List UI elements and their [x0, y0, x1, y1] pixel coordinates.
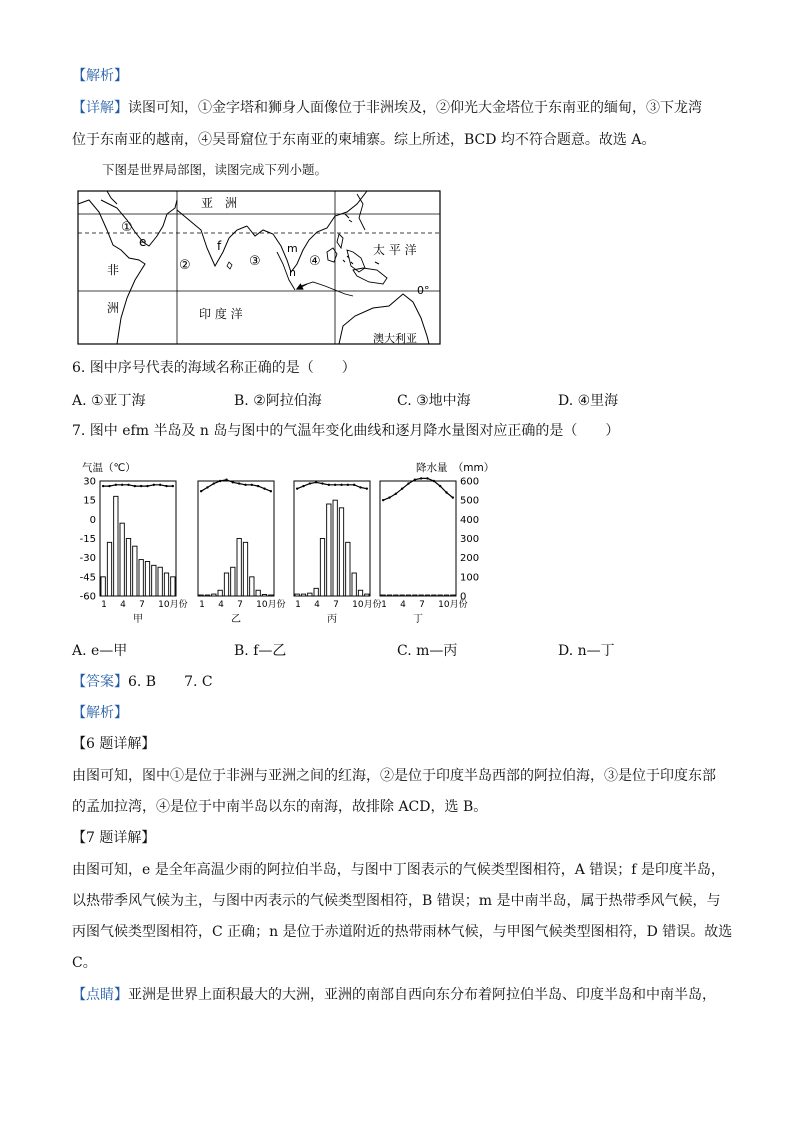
precip-bar: [218, 590, 222, 596]
answer-tag: 【答案】: [72, 674, 128, 690]
precip-bar: [358, 590, 362, 596]
precip-bar: [243, 542, 247, 596]
precip-bar: [256, 590, 260, 596]
month-tick-label: 4: [218, 600, 224, 610]
temp-point: [395, 493, 397, 495]
temp-point: [407, 482, 409, 484]
month-tick-label: 1: [199, 600, 205, 610]
precip-bar: [381, 595, 385, 596]
precip-bar: [365, 594, 369, 596]
temp-point: [108, 485, 110, 487]
map-letter-m: m: [287, 242, 298, 255]
precip-bar: [413, 595, 417, 596]
temp-tick-label: 0: [89, 514, 96, 526]
map-intro: 下图是世界局部图，读图完成下列小题。: [102, 162, 328, 177]
map-label-indian-ocean: 印 度 洋: [199, 307, 243, 321]
answer-line: [72, 672, 722, 692]
precip-bar: [224, 573, 228, 596]
q6-option-b[interactable]: B. ②阿拉伯海: [234, 393, 322, 409]
temp-point: [388, 496, 390, 498]
temp-point: [251, 484, 253, 486]
detail-tag: 【详解】: [72, 100, 128, 116]
map-num-4: ④: [309, 254, 321, 269]
temp-point: [165, 485, 167, 487]
temp-point: [263, 487, 265, 489]
precip-bar: [269, 595, 273, 596]
map-num-3: ③: [249, 254, 261, 269]
detail-line-2: 位于东南亚的越南，④吴哥窟位于东南亚的柬埔寨。综上所述，BCD 均不符合题意。故选 A。: [72, 132, 656, 148]
precip-bar: [145, 562, 149, 597]
temp-point: [328, 484, 330, 486]
precip-bar: [333, 500, 337, 596]
temp-point: [452, 496, 454, 498]
temp-point: [225, 479, 227, 481]
precip-bar: [444, 595, 448, 596]
temp-tick-label: 15: [83, 495, 96, 507]
precip-bar: [352, 573, 356, 596]
precip-bar: [126, 539, 130, 597]
q7-stem: 7. 图中 efm 半岛及 n 岛与图中的气温年变化曲线和逐月降水量图对应正确的是（ ）: [72, 423, 620, 439]
tip-tag: 【点睛】: [72, 987, 128, 1003]
climate-panel-name: 丙: [327, 614, 337, 625]
month-tick-label: 1: [381, 600, 387, 610]
temp-point: [359, 486, 361, 488]
map-label-africa-1: 非: [107, 263, 120, 277]
temp-point: [315, 481, 317, 483]
precip-bar: [295, 594, 299, 596]
precip-bar: [438, 595, 442, 596]
q6-stem: 6. 图中序号代表的海域名称正确的是（ ）: [72, 360, 356, 376]
precip-bar: [205, 595, 209, 596]
map-letter-e: e: [139, 235, 147, 249]
temp-line: [297, 482, 367, 488]
temp-point: [270, 490, 272, 492]
precip-tick-label: 600: [460, 476, 480, 488]
map-letter-n: n: [289, 266, 296, 279]
precip-tick-label: 200: [460, 553, 480, 565]
q6-detail-heading: 【6 题详解】: [72, 736, 156, 752]
month-tick-label: 7: [237, 600, 243, 610]
month-tick-label: 10月份: [158, 600, 188, 610]
q6-detail-line-2: 的孟加拉湾，④是位于中南半岛以东的南海，故排除 ACD，选 B。: [72, 799, 488, 815]
climate-panel-frame: [198, 481, 274, 596]
precip-tick-label: 300: [460, 534, 480, 545]
temp-point: [134, 485, 136, 487]
precip-bar: [339, 508, 343, 596]
month-tick-label: 1: [101, 600, 107, 610]
month-tick-label: 4: [120, 600, 126, 610]
precip-tick-label: 0: [460, 591, 467, 603]
q7-option-b[interactable]: B. f—乙: [234, 643, 287, 659]
climate-panel-name: 甲: [133, 614, 143, 625]
precip-bar: [212, 594, 216, 596]
q6-detail-line-1: 由图可知，图中①是位于非洲与亚洲之间的红海，②是位于印度半岛西部的阿拉伯海，③是位于印度东部: [72, 768, 716, 784]
precip-bar: [237, 539, 241, 597]
q7-detail-heading: 【7 题详解】: [72, 830, 156, 846]
precip-bar: [327, 504, 331, 596]
month-tick-label: 7: [333, 600, 339, 610]
map-num-2: ②: [179, 258, 191, 273]
temp-point: [401, 487, 403, 489]
precip-bar: [133, 546, 137, 596]
temp-point: [347, 484, 349, 486]
q7-detail-line-4: C。: [72, 955, 97, 971]
temp-point: [420, 477, 422, 479]
precip-bar: [158, 567, 162, 596]
temp-point: [445, 491, 447, 493]
detail-line-1: [72, 98, 722, 118]
precip-tick-label: 100: [460, 572, 480, 584]
temp-point: [382, 499, 384, 501]
precip-bar: [432, 595, 436, 596]
temp-point: [257, 485, 259, 487]
precip-bar: [262, 594, 266, 596]
precip-bar: [419, 595, 423, 596]
map-label-asia: 亚 洲: [201, 196, 238, 210]
precip-bar: [425, 595, 429, 596]
temp-tick-label: -45: [79, 572, 96, 584]
precip-bar: [101, 577, 105, 596]
temp-point: [140, 485, 142, 487]
temp-point: [439, 485, 441, 487]
precip-bar: [346, 542, 350, 596]
precip-bar: [301, 594, 305, 596]
temp-point: [426, 477, 428, 479]
temp-point: [159, 484, 161, 486]
temp-line: [383, 478, 453, 500]
temp-point: [334, 484, 336, 486]
temp-point: [219, 480, 221, 482]
map-label-australia: 澳大利亚: [373, 332, 417, 345]
precip-bar: [139, 560, 143, 596]
world-map: [77, 190, 441, 345]
month-tick-label: 4: [314, 600, 320, 610]
temp-axis-label: 气温（℃）: [82, 462, 136, 474]
temp-point: [366, 487, 368, 489]
temp-point: [121, 484, 123, 486]
temp-point: [353, 484, 355, 486]
q7-detail-line-2: 以热带季风气候为主，与图中丙表示的气候类型图相符，B 错误；m 是中南半岛，属于热带季风气候，与: [72, 893, 721, 909]
temp-point: [115, 484, 117, 486]
temp-point: [102, 485, 104, 487]
temp-point: [433, 480, 435, 482]
temp-point: [296, 487, 298, 489]
map-label-pacific: 太 平 洋: [373, 243, 417, 257]
temp-point: [340, 484, 342, 486]
precip-bar: [451, 595, 455, 596]
precip-tick-label: 500: [460, 495, 480, 507]
month-tick-label: 1: [295, 600, 301, 610]
q7-detail-line-3: 丙图气候类型图相符，C 正确；n 是位于赤道附近的热带雨林气候，与甲图气候类型图相符，D 错误。故选: [72, 924, 733, 940]
month-tick-label: 7: [139, 600, 145, 610]
temp-point: [153, 484, 155, 486]
temp-point: [238, 482, 240, 484]
tip-line: [72, 985, 722, 1005]
temp-point: [244, 484, 246, 486]
month-tick-label: 10月份: [256, 600, 286, 610]
q6-option-a[interactable]: A. ①亚丁海: [72, 393, 146, 409]
precip-bar: [308, 593, 312, 596]
month-tick-label: 4: [400, 600, 406, 610]
precip-bar: [120, 523, 124, 596]
precip-bar: [320, 539, 324, 597]
precip-bar: [406, 595, 410, 596]
map-label-africa-2: 洲: [107, 301, 120, 315]
climate-panel-frame: [380, 481, 456, 596]
climate-panel-name: 丁: [413, 614, 423, 625]
temp-point: [213, 482, 215, 484]
temp-point: [127, 484, 129, 486]
map-label-equator: 0°: [417, 284, 430, 297]
precip-bar: [107, 542, 111, 596]
temp-line: [103, 485, 173, 486]
analysis2-heading: 【解析】: [72, 705, 128, 721]
q7-detail-line-1: 由图可知，e 是全年高温少雨的阿拉伯半岛，与图中丁图表示的气候类型图相符，A 错误；f 是印度半岛，: [72, 862, 725, 878]
precip-bar: [387, 595, 391, 596]
temp-point: [302, 485, 304, 487]
temp-tick-label: 30: [83, 476, 96, 488]
month-tick-label: 10月份: [438, 600, 468, 610]
temp-point: [206, 486, 208, 488]
temp-point: [146, 485, 148, 487]
climate-charts: [70, 455, 500, 627]
temp-point: [200, 490, 202, 492]
temp-point: [232, 481, 234, 483]
climate-panel-name: 乙: [231, 614, 241, 625]
answer-text: 6. B 7. C: [128, 674, 213, 690]
map-letter-f: f: [217, 239, 222, 253]
temp-tick-label: -60: [79, 591, 96, 603]
q6-option-c[interactable]: C. ③地中海: [397, 393, 471, 409]
temp-point: [414, 479, 416, 481]
analysis-heading: 【解析】: [72, 68, 128, 84]
precip-bar: [171, 577, 175, 596]
q7-option-c[interactable]: C. m—丙: [397, 643, 458, 659]
precip-bar: [314, 588, 318, 596]
temp-tick-label: -30: [79, 553, 96, 565]
detail-text-1: 读图可知，①金字塔和狮身人面像位于非洲埃及，②仰光大金塔位于东南亚的缅甸，③下龙湾: [128, 100, 702, 116]
tip-text: 亚洲是世界上面积最大的大洲，亚洲的南部自西向东分布着阿拉伯半岛、印度半岛和中南半岛，: [128, 987, 716, 1003]
precip-bar: [152, 565, 156, 596]
q7-option-d[interactable]: D. n—丁: [558, 643, 615, 659]
temp-tick-label: -15: [79, 534, 96, 545]
q6-option-d[interactable]: D. ④里海: [558, 393, 619, 409]
precip-tick-label: 400: [460, 514, 480, 526]
map-num-1: ①: [121, 220, 133, 235]
precip-bar: [114, 496, 118, 596]
month-tick-label: 7: [419, 600, 425, 610]
temp-point: [172, 485, 174, 487]
precip-bar: [231, 567, 235, 596]
precip-bar: [400, 595, 404, 596]
precip-bar: [250, 577, 254, 596]
q7-option-a[interactable]: A. e—甲: [72, 643, 128, 659]
precip-bar: [394, 595, 398, 596]
temp-point: [309, 482, 311, 484]
precip-axis-label: 降水量 （mm）: [416, 462, 495, 474]
climate-panel-frame: [294, 481, 370, 596]
month-tick-label: 10月份: [352, 600, 382, 610]
precip-bar: [164, 573, 168, 596]
precip-bar: [199, 595, 203, 596]
temp-point: [321, 482, 323, 484]
